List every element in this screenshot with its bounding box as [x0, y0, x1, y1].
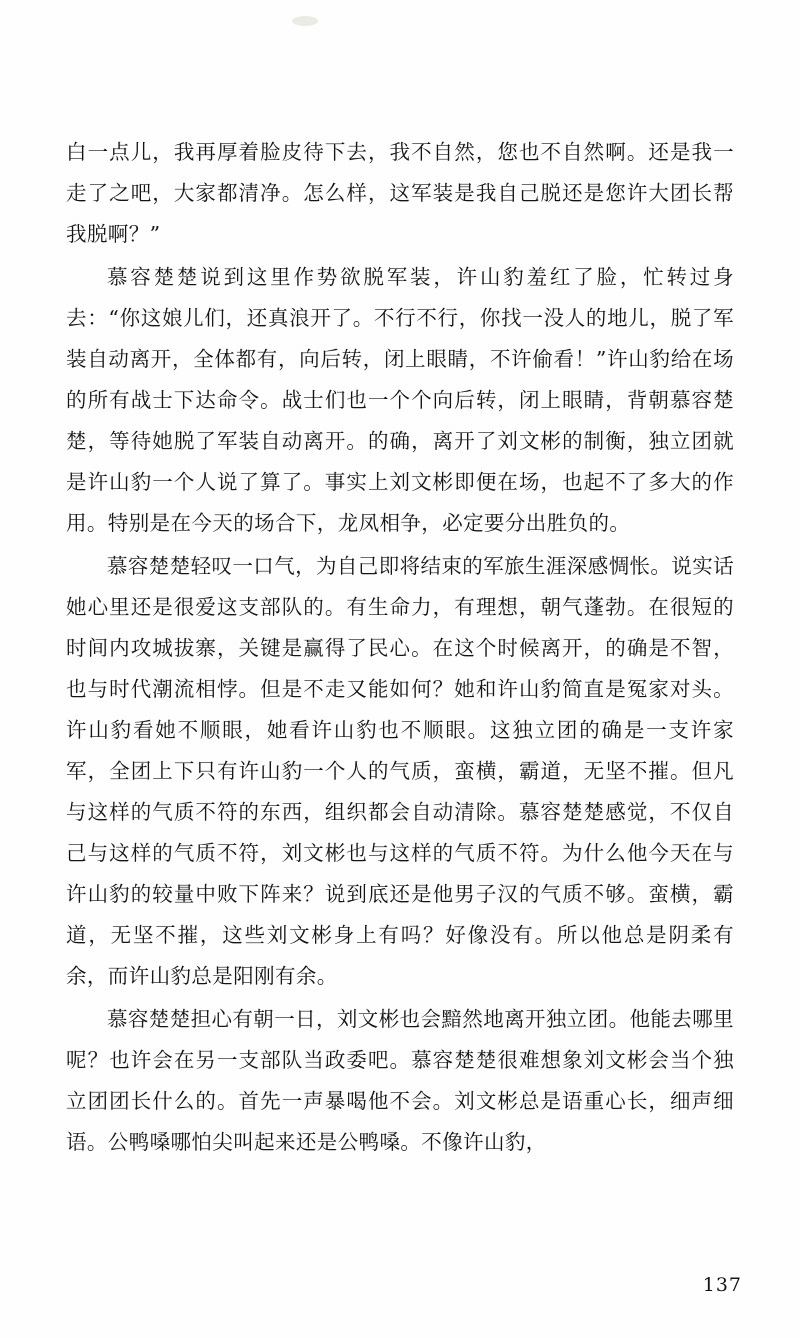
- paragraph: 慕容楚楚说到这里作势欲脱军装，许山豹羞红了脸，忙转过身去：“你这娘儿们，还真浪开了。不行不行，你找一没人的地儿，脱了军装自动离开，全体都有，向后转，闭上眼睛，不许偷看！”许山豹给在场的所有战士下达命令。战士们也一个个向后转，闭上眼睛，背朝慕容楚楚，等待她脱了军装自动离开。的确，离开了刘文彬的制衡，独立团就是许山豹一个人说了算了。事实上刘文彬即便在场，也起不了多大的作用。特别是在今天的场合下，龙凤相争，必定要分出胜负的。: [66, 265, 734, 535]
- page-number: 137: [702, 1274, 742, 1296]
- paragraph: 慕容楚楚轻叹一口气，为自己即将结束的军旅生涯深感惆怅。说实话她心里还是很爱这支部队的。有生命力，有理想，朝气蓬勃。在很短的时间内攻城拔寨，关键是赢得了民心。在这个时候离开，的确是不智，也与时代潮流相悖。但是不走又能如何？她和许山豹简直是冤家对头。许山豹看她不顺眼，她看许山豹也不顺眼。这独立团的确是一支许家军，全团上下只有许山豹一个人的气质，蛮横，霸道，无坚不摧。但凡与这样的气质不符的东西，组织都会自动清除。慕容楚楚感觉，不仅自己与这样的气质不符，刘文彬也与这样的气质不符。为什么他今天在与许山豹的较量中败下阵来？说到底还是他男子汉的气质不够。蛮横，霸道，无坚不摧，这些刘文彬身上有吗？好像没有。所以他总是阴柔有余，而许山豹总是阳刚有余。: [66, 554, 734, 988]
- paragraph: 慕容楚楚担心有朝一日，刘文彬也会黯然地离开独立团。他能去哪里呢？也许会在另一支部队当政委吧。慕容楚楚很难想象刘文彬会当个独立团团长什么的。首先一声暴喝他不会。刘文彬总是语重心长，细声细语。公鸭嗓哪怕尖叫起来还是公鸭嗓。不像许山豹，: [66, 1007, 734, 1154]
- body-text-column: [66, 132, 734, 1165]
- paper-smudge: [292, 16, 318, 26]
- paragraph: 白一点儿，我再厚着脸皮待下去，我不自然，您也不自然啊。还是我一走了之吧，大家都清净。怎么样，这军装是我自己脱还是您许大团长帮我脱啊？”: [66, 140, 734, 246]
